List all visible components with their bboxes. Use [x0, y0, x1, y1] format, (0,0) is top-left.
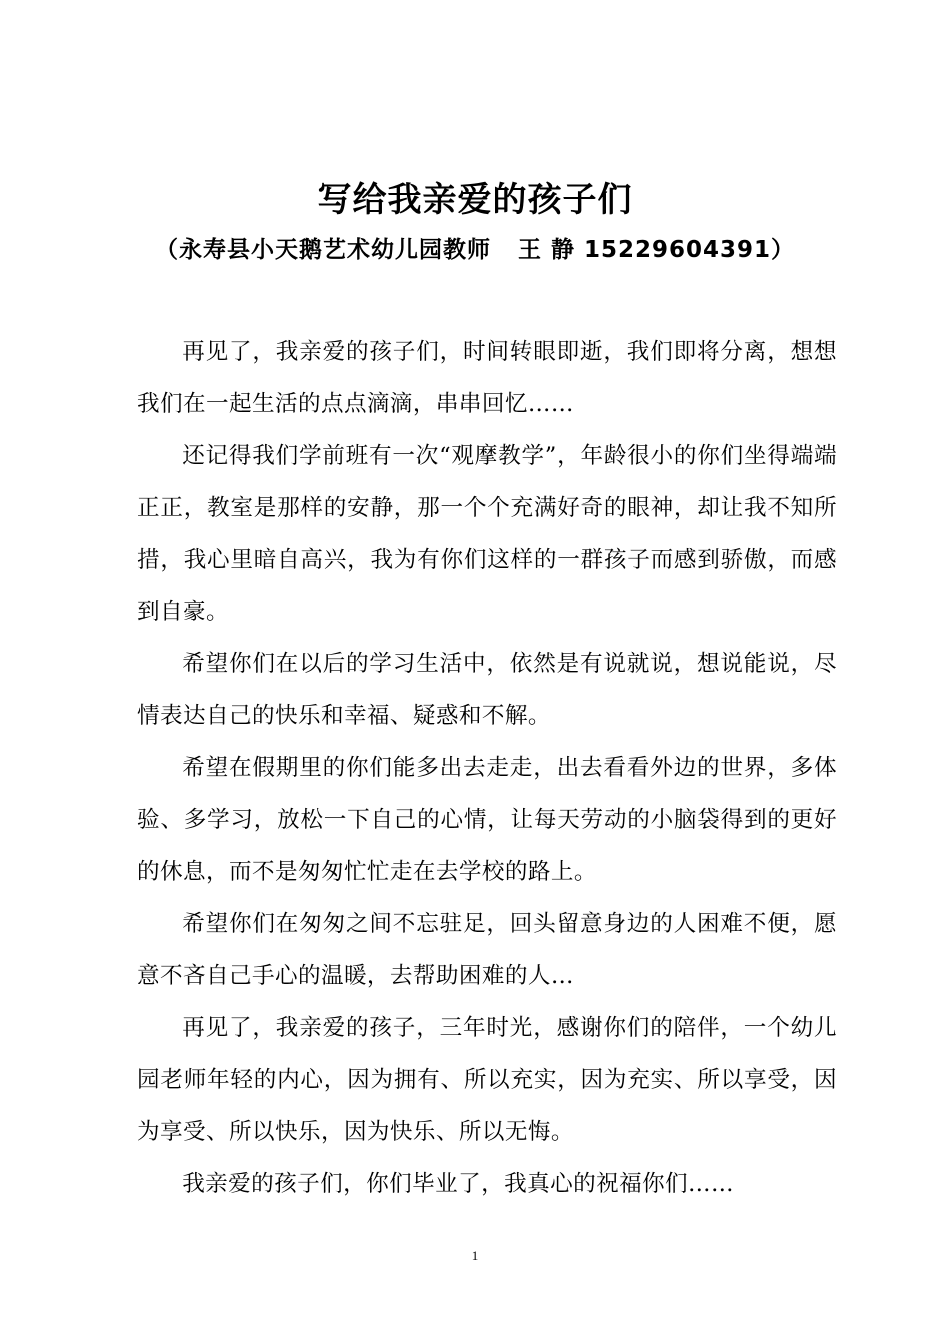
paragraph: 希望在假期里的你们能多出去走走，出去看看外边的世界，多体验、多学习，放松一下自己的心情，让每天劳动的小脑袋得到的更好的休息，而不是匆匆忙忙走在去学校的路上。	[137, 755, 837, 885]
document-title: 写给我亲爱的孩子们	[317, 180, 633, 220]
page-number: 1	[471, 1248, 479, 1263]
paragraph: 希望你们在匆匆之间不忘驻足，回头留意身边的人困难不便，愿意不吝自己手心的温暖，去帮助困难的人…	[137, 911, 837, 989]
document-body	[137, 326, 837, 1210]
paragraph: 希望你们在以后的学习生活中，依然是有说就说，想说能说，尽情表达自己的快乐和幸福、疑惑和不解。	[137, 651, 837, 729]
document-subtitle: （永寿县小天鹅艺术幼儿园教师 王 静 15229604391）	[154, 237, 796, 263]
paragraph: 我亲爱的孩子们，你们毕业了，我真心的祝福你们……	[182, 1171, 735, 1197]
paragraph: 还记得我们学前班有一次“观摩教学”，年龄很小的你们坐得端端正正，教室是那样的安静，那一个个充满好奇的眼神，却让我不知所措，我心里暗自高兴，我为有你们这样的一群孩子而感到骄傲，而感到自豪。	[137, 443, 837, 625]
paragraph: 再见了，我亲爱的孩子们，时间转眼即逝，我们即将分离，想想我们在一起生活的点点滴滴，串串回忆……	[137, 339, 837, 417]
paragraph: 再见了，我亲爱的孩子，三年时光，感谢你们的陪伴，一个幼儿园老师年轻的内心，因为拥有、所以充实，因为充实、所以享受，因为享受、所以快乐，因为快乐、所以无悔。	[137, 1015, 837, 1145]
